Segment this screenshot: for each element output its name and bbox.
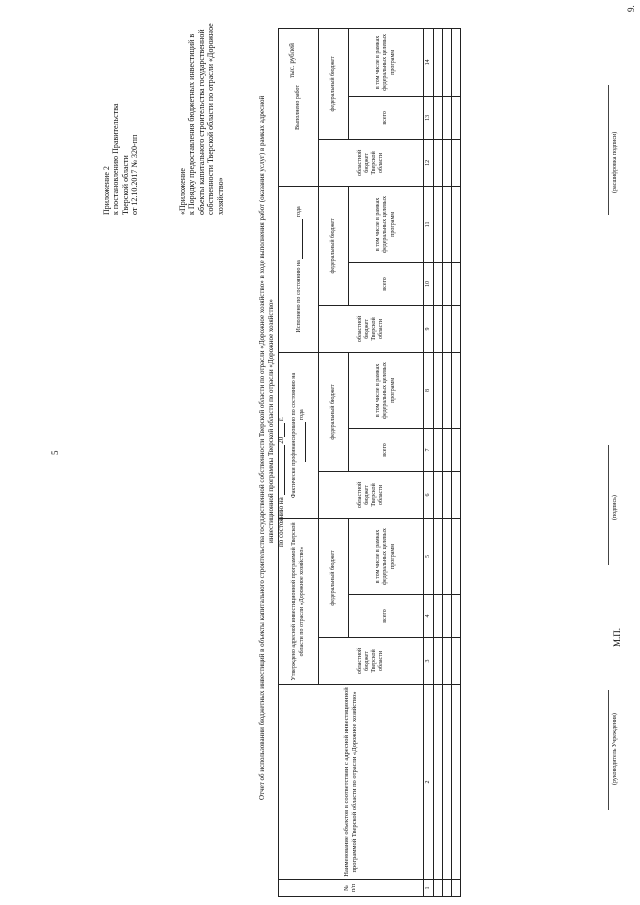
header-approved: Утверждено адресной инвестиционной программой Тверской области по отрасли «Дорожное хозяйство» [279, 518, 319, 684]
procedure-line: к Порядку предоставления бюджетных инвестиций в [187, 33, 197, 215]
page-number: 5 [50, 450, 60, 455]
executed-prefix: Исполнено по состоянию на [295, 260, 302, 333]
executed-date-blank [295, 219, 303, 259]
header-financed [279, 352, 319, 518]
corner-mark: 9. [626, 5, 636, 12]
header-num: № п/п [279, 880, 424, 897]
total-executed: всего [349, 262, 424, 305]
including-completed: в том числе в рамках федеральных целевых программ [349, 28, 424, 96]
procedure-line: объекты капитального строительства государственной [196, 29, 206, 215]
decode-line [608, 85, 609, 215]
empty-data-row [434, 28, 443, 896]
report-title-line-1: Отчет об использовании бюджетных инвестиций в объекты капитального строительства государственной собственности Тверской области по отрасли «Дорожное хозяйство» в ходе выполнения работ (оказания услуг) в рамках адресной [258, 95, 266, 800]
column-number-cell: 13 [424, 96, 434, 139]
regional-budget-executed: областной бюджет Тверской области [319, 305, 424, 352]
financed-suffix: года [298, 409, 305, 421]
regional-budget-financed: областной бюджет Тверской области [319, 471, 424, 518]
column-number-cell: 7 [424, 428, 434, 471]
head-line [608, 690, 609, 810]
column-number-cell: 6 [424, 471, 434, 518]
head-caption: (руководитель Учреждения) [612, 713, 618, 785]
stamp-label: М.П. [612, 627, 622, 647]
regional-budget-approved: областной бюджет Тверской области [319, 638, 424, 685]
procedure-line: «Приложение [178, 168, 187, 215]
appendix-line: Приложение 2 [102, 166, 111, 215]
date-prefix: по состоянию на [277, 497, 285, 547]
procedure-line: хозяйство» [215, 177, 225, 215]
appendix-line: к постановлению Правительства [111, 103, 121, 215]
signature-line [608, 445, 609, 565]
empty-data-row [443, 28, 452, 896]
financed-date-blank [298, 422, 306, 462]
units-label: тыс. рублей [288, 43, 296, 78]
column-number-cell: 11 [424, 186, 434, 262]
column-number-cell: 14 [424, 28, 434, 96]
decode-caption: (расшифровка подписи) [612, 131, 618, 193]
column-number-cell: 1 [424, 880, 434, 897]
federal-budget-executed: федеральный бюджет [319, 186, 349, 305]
total-financed: всего [349, 428, 424, 471]
column-number-cell: 3 [424, 638, 434, 685]
column-number-cell: 5 [424, 518, 434, 594]
report-table [278, 28, 461, 897]
date-suffix: г. [277, 417, 285, 421]
column-number-row [424, 28, 434, 896]
column-number-cell: 4 [424, 595, 434, 638]
appendix-line: от 12.10.2017 № 320-пп [130, 134, 140, 215]
column-number-cell: 8 [424, 352, 434, 428]
date-year-prefix: 20 [277, 436, 285, 444]
empty-data-row [452, 28, 461, 896]
appendix-block [102, 104, 140, 215]
federal-budget-completed: федеральный бюджет [319, 28, 349, 139]
header-object-name: Наименование объектов в соответствии с адресной инвестиционной программой Тверской области по отрасли «Дорожное хозяйство» [279, 685, 424, 880]
including-approved: в том числе в рамках федеральных целевых программ [349, 518, 424, 594]
federal-budget-approved: федеральный бюджет [319, 518, 349, 637]
total-approved: всего [349, 595, 424, 638]
executed-suffix: года [295, 206, 302, 218]
report-title-line-2: инвестиционной программы Тверской области по отрасли «Дорожное хозяйство» [267, 299, 275, 543]
column-number-cell: 10 [424, 262, 434, 305]
appendix-line: Тверской области [120, 155, 130, 215]
financed-prefix: Фактически профинансировано по состоянию на [290, 372, 297, 499]
including-executed: в том числе в рамках федеральных целевых программ [349, 186, 424, 262]
appendix-procedure-block [178, 23, 225, 215]
federal-budget-financed: федеральный бюджет [319, 352, 349, 471]
regional-budget-completed: областной бюджет Тверской области [319, 139, 424, 186]
header-executed [279, 186, 319, 352]
column-number-cell: 12 [424, 139, 434, 186]
total-completed: всего [349, 96, 424, 139]
signature-caption: (подпись) [612, 495, 618, 520]
column-number-cell: 9 [424, 305, 434, 352]
column-number-cell: 2 [424, 685, 434, 880]
including-financed: в том числе в рамках федеральных целевых программ [349, 352, 424, 428]
header-completed: Выполнено работ [279, 28, 319, 186]
procedure-line: собственности Тверской области по отрасли «Дорожное [206, 23, 216, 215]
